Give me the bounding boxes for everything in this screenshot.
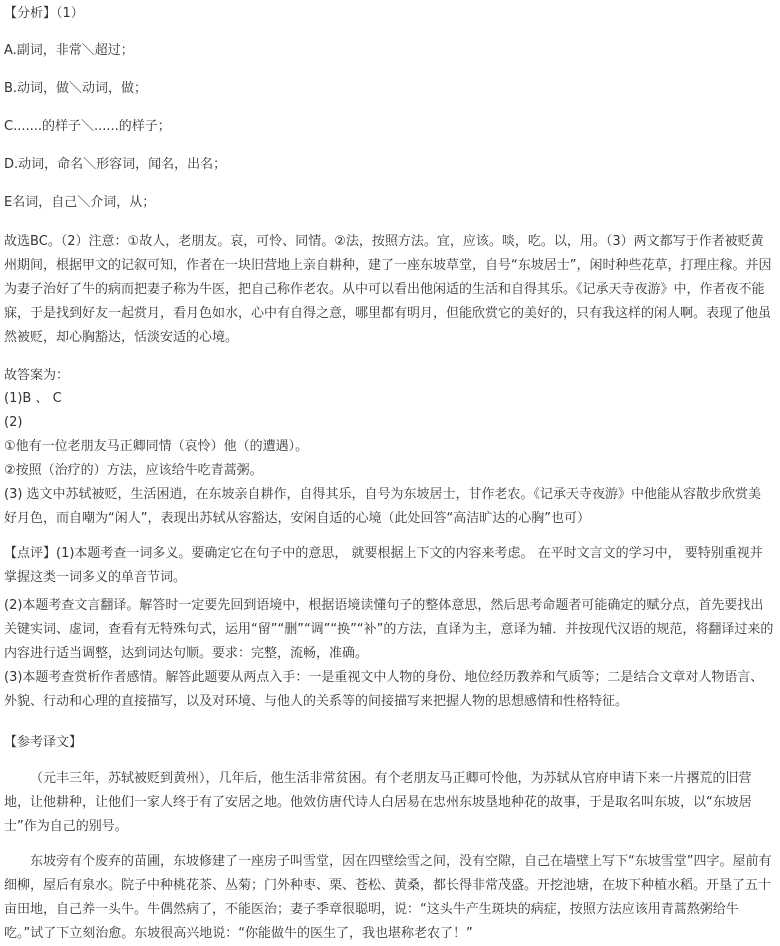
option-e: E名词，自己＼介词，从；	[4, 195, 156, 210]
comment-3: (3)本题考查赏析作者感情。解答此题要从两点入手：一是重视文中人物的身份、地位经历教养和气质等；二是结合文章对人物语言、外貌、行动和心理的直接描写，以及对环境、与他人的关系等的间接描写来把握人物的思想感情和性格特征。	[4, 670, 764, 709]
answer-header: 故答案为：	[4, 368, 70, 383]
option-b: B.动词，做＼动词，做；	[4, 81, 148, 96]
option-d: D.动词，命名＼形容词，闻名，出名；	[4, 157, 227, 172]
option-c: C.......的样子＼......的样子；	[4, 119, 171, 134]
answer-2b: ②按照（治疗的）方法，应该给牛吃青蒿粥。	[4, 463, 263, 478]
comment-2: (2)本题考查文言翻译。解答时一定要先回到语境中，根据语境读懂句子的整体意思，然后思考命题者可能确定的赋分点，首先要找出关键实词、虚词，查看有无特殊句式，运用“留”“删”“调”“换”“补”的方法，直译为主，意译为辅．并按现代汉语的规范，将翻译过来的内容进行适当调整，达到词达句顺。要求：完整，流畅，准确。	[4, 598, 774, 661]
comment-1: 【点评】(1)本题考查一词多义。要确定它在句子中的意思， 就要根据上下文的内容来考虑。 在平时文言文的学习中， 要特别重视并掌握这类一词多义的单音节词。	[4, 546, 763, 585]
translation-header: 【参考译文】	[4, 735, 83, 750]
answer-3: (3) 选文中苏轼被贬，生活困逍，在东坡亲自耕作，自得其乐，自号为东坡居士，甘作老农。《记承天寺夜游》中他能从容散步欣赏美好月色，而自嘲为“闲人”，表现出苏轼从容豁达，安闲自适的心境（此处回答“高洁旷达的心胸”也可）	[4, 487, 762, 526]
answer-2: (2)	[4, 415, 23, 430]
answer-2a: ①他有一位老朋友马正卿同情（哀怜）他（的遭遇）。	[4, 439, 309, 454]
translation-paragraph-2: 东坡旁有个废弃的苗圃，东坡修建了一座房子叫雪堂，因在四壁绘雪之间，没有空隙，自己在墙壁上写下“东坡雪堂”四字。屋前有细柳，屋后有泉水。院子中种桃花茶、丛菊；门外种枣、栗、苍松、黄桑，都长得非常茂盛。开挖池塘，在坡下种植水稻。开垦了五十亩田地，自己养一头牛。牛偶然病了，不能医治；妻子季章很聪明，说：“这头牛产生斑块的病症，按照方法应该用青蒿熬粥给牛吃。”试了下立刻治愈。东坡很高兴地说：“你能做牛的医生了，我也堪称老农了！”	[4, 854, 772, 941]
analysis-paragraph: 故选BC。（2）注意：①故人，老朋友。哀，可怜、同情。②法，按照方法。宜，应该。啖，吃。以，用。（3）两文都写于作者被贬黄州期间，根据甲文的记叙可知，作者在一块旧营地上亲自耕种，建了一座东坡草堂，自号“东坡居士”，闲时种些花草，打理庄稼。并因为妻子治好了牛的病而把妻子称为牛医，把自己称作老农。从中可以看出他闲适的生活和自得其乐。《记承天寺夜游》中，作者夜不能寐，于是找到好友一起赏月，看月色如水，心中有自得之意，哪里都有明月，但能欣赏它的美好的，只有我这样的闲人啊。表现了他虽然被贬，却心胸豁达，恬淡安适的心境。	[4, 234, 772, 345]
translation-paragraph-1: （元丰三年，苏轼被贬到黄州），几年后，他生活非常贫困。有个老朋友马正卿可怜他，为苏轼从官府申请下来一片撂荒的旧营地，让他耕种，让他们一家人终于有了安居之地。他效仿唐代诗人白居易在忠州东坡垦地种花的故事，于是取名叫东坡，以“东坡居士”作为自己的别号。	[4, 771, 752, 834]
option-a: A.副词，非常＼超过；	[4, 43, 134, 58]
analysis-header: 【分析】（1）	[4, 6, 84, 21]
answer-1: (1)B 、 C	[4, 391, 62, 406]
